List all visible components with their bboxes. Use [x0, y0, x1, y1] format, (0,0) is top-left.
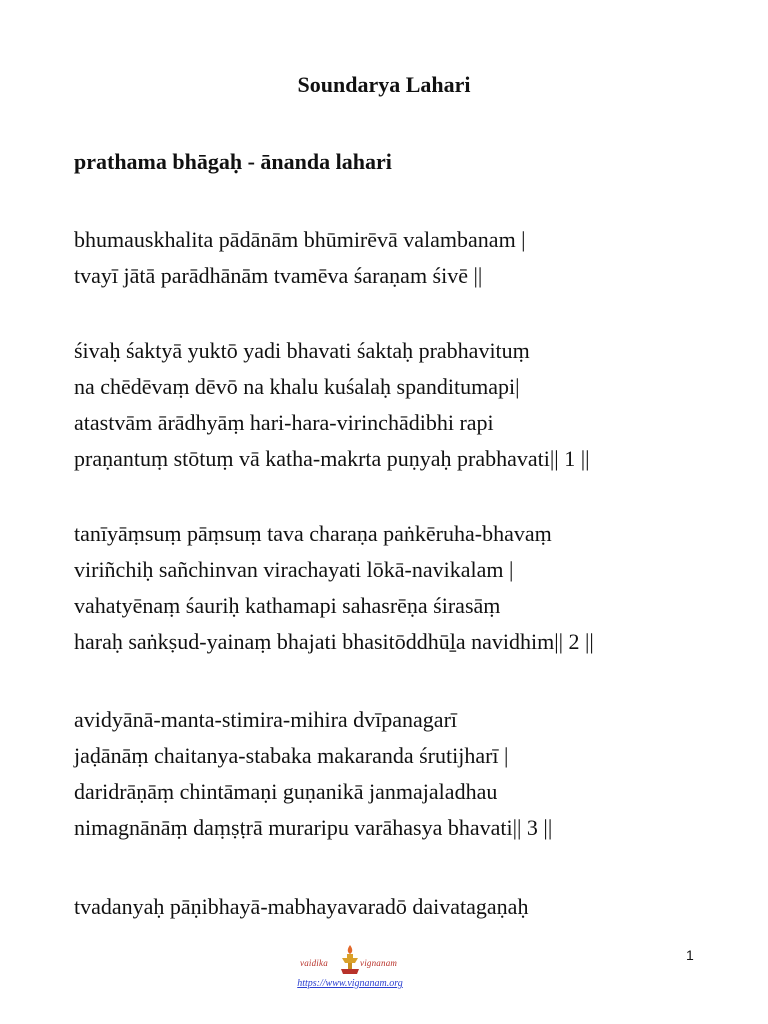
verse-0 — [74, 222, 526, 294]
verse-line: avidyānā-manta-stimira-mihira dvīpanagarī — [74, 707, 458, 732]
verse-4 — [74, 889, 528, 925]
verse-line: daridrāṇāṃ chintāmaṇi guṇanikā janmajaladhau — [74, 779, 498, 804]
verse-1 — [74, 333, 590, 477]
verse-line: praṇantuṃ stōtuṃ vā katha-makrta puṇyaḥ prabhavati|| 1 || — [74, 446, 590, 471]
verse-line: atastvām ārādhyāṃ hari-hara-virinchādibhi rapi — [74, 410, 494, 435]
logo-right-text: vignanam — [360, 958, 398, 968]
verse-line: tanīyāṃsuṃ pāṃsuṃ tava charaṇa paṅkēruha-bhavaṃ — [74, 521, 552, 546]
verse-line: tvayī jātā parādhānām tvamēva śaraṇam śivē || — [74, 263, 483, 288]
lamp-emblem-icon — [338, 944, 362, 976]
section-heading: prathama bhāgaḥ - ānanda lahari — [74, 149, 392, 174]
page-number: 1 — [686, 947, 694, 963]
logo-left-text: vaidika — [300, 958, 328, 968]
verse-line: tvadanyaḥ pāṇibhayā-mabhayavaradō daivatagaṇaḥ — [74, 894, 529, 919]
verse-line: śivaḥ śaktyā yuktō yadi bhavati śaktaḥ prabhavituṃ — [74, 338, 530, 363]
verse-line: jaḍānāṃ chaitanya-stabaka makaranda śrutijharī | — [74, 743, 509, 768]
verse-line: na chēdēvaṃ dēvō na khalu kuśalaḥ spanditumapi| — [74, 374, 520, 399]
verse-3 — [74, 702, 552, 846]
verse-2 — [74, 516, 594, 660]
verse-line: bhumauskhalita pādānām bhūmirēvā valambanam | — [74, 227, 526, 252]
verse-line: viriñchiḥ sañchinvan virachayati lōkā-navikalam | — [74, 557, 514, 582]
verse-line: vahatyēnaṃ śauriḥ kathamapi sahasrēṇa śirasāṃ — [74, 593, 501, 618]
vaidika-vignanam-logo — [298, 944, 408, 978]
verse-line: haraḥ saṅkṣud-yainaṃ bhajati bhasitōddhūḻa navidhim|| 2 || — [74, 629, 594, 654]
verse-line: nimagnānāṃ daṃṣṭrā muraripu varāhasya bhavati|| 3 || — [74, 815, 553, 840]
page-title: Soundarya Lahari — [297, 72, 471, 97]
website-link[interactable]: https://www.vignanam.org — [297, 978, 403, 989]
